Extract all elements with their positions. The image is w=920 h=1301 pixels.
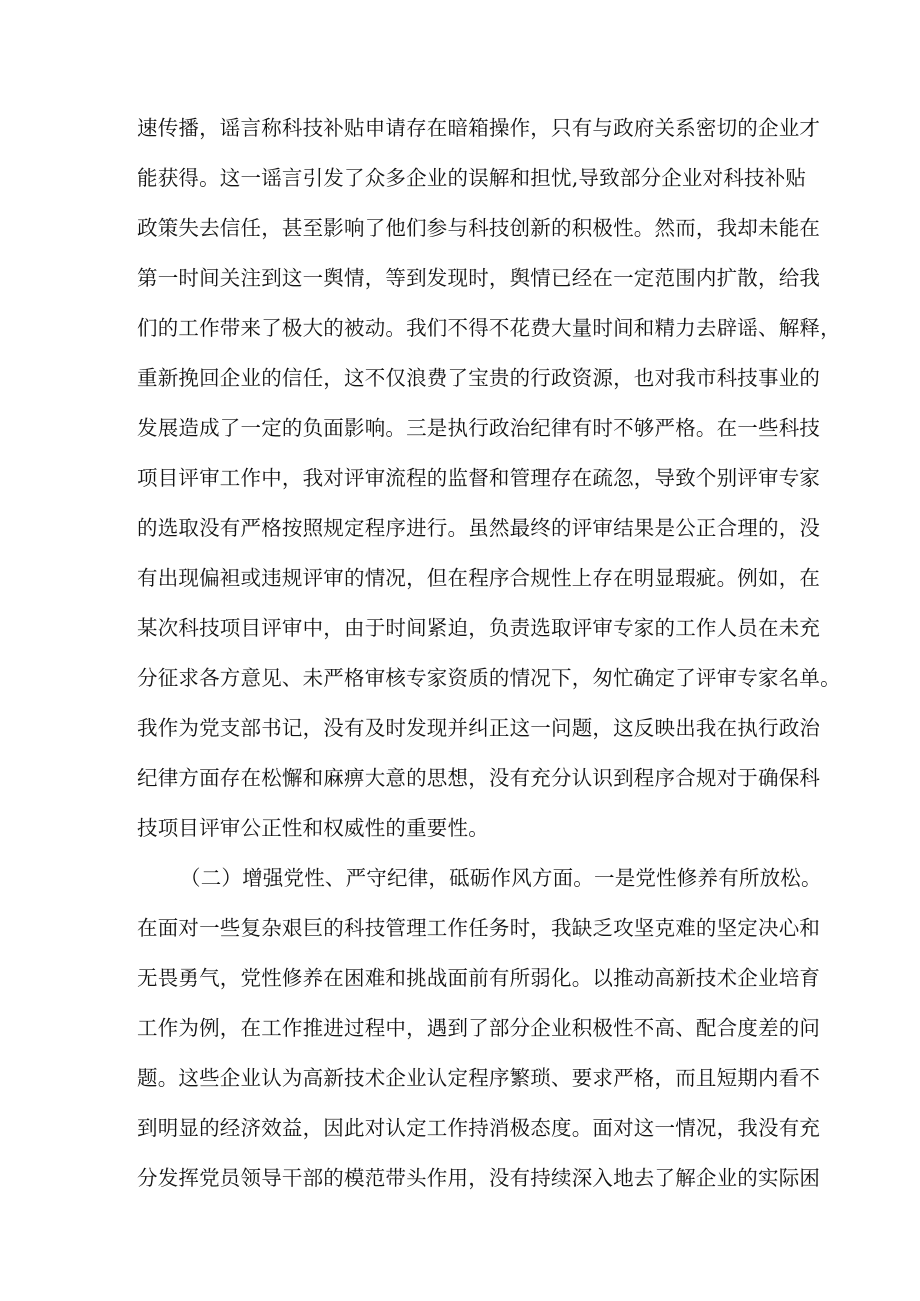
text-line: 分征求各方意见、未严格审核专家资质的情况下，匆忙确定了评审专家名单。: [137, 666, 841, 690]
text-line: 分发挥党员领导干部的模范带头作用，没有持续深入地去了解企业的实际困: [137, 1166, 821, 1190]
text-line: 到明显的经济效益，因此对认定工作持消极态度。面对这一情况，我没有充: [137, 1116, 821, 1140]
text-line: （二）增强党性、严守纪律，砥砺作风方面。一是党性修养有所放松。: [180, 866, 822, 890]
text-line: 能获得。这一谣言引发了众多企业的误解和担忧,导致部分企业对科技补贴: [137, 166, 807, 190]
text-line: 某次科技项目评审中，由于时间紧迫，负责选取评审专家的工作人员在未充: [137, 616, 821, 640]
text-line: 工作为例，在工作推进过程中，遇到了部分企业积极性不高、配合度差的问: [137, 1016, 821, 1040]
text-line: 发展造成了一定的负面影响。三是执行政治纪律有时不够严格。在一些科技: [137, 416, 821, 440]
text-line: 政策失去信任，甚至影响了他们参与科技创新的积极性。然而，我却未能在: [137, 216, 821, 240]
text-line: 题。这些企业认为高新技术企业认定程序繁琐、要求严格，而且短期内看不: [137, 1066, 821, 1090]
text-line: 们的工作带来了极大的被动。我们不得不花费大量时间和精力去辟谣、解释，: [137, 316, 841, 340]
text-line: 速传播，谣言称科技补贴申请存在暗箱操作，只有与政府关系密切的企业才: [137, 116, 821, 140]
text-line: 有出现偏袒或违规评审的情况，但在程序合规性上存在明显瑕疵。例如，在: [137, 566, 821, 590]
text-line: 的选取没有严格按照规定程序进行。虽然最终的评审结果是公正合理的，没: [137, 516, 821, 540]
text-line: 纪律方面存在松懈和麻痹大意的思想，没有充分认识到程序合规对于确保科: [137, 766, 821, 790]
text-line: 第一时间关注到这一舆情，等到发现时，舆情已经在一定范围内扩散，给我: [137, 266, 821, 290]
text-line: 我作为党支部书记，没有及时发现并纠正这一问题，这反映出我在执行政治: [137, 716, 821, 740]
text-line: 项目评审工作中，我对评审流程的监督和管理存在疏忽，导致个别评审专家: [137, 466, 821, 490]
text-line: 在面对一些复杂艰巨的科技管理工作任务时，我缺乏攻坚克难的坚定决心和: [137, 916, 821, 940]
text-line: 技项目评审公正性和权威性的重要性。: [137, 816, 489, 840]
text-line: 无畏勇气，党性修养在困难和挑战面前有所弱化。以推动高新技术企业培育: [137, 966, 821, 990]
text-line: 重新挽回企业的信任，这不仅浪费了宝贵的行政资源，也对我市科技事业的: [137, 366, 821, 390]
